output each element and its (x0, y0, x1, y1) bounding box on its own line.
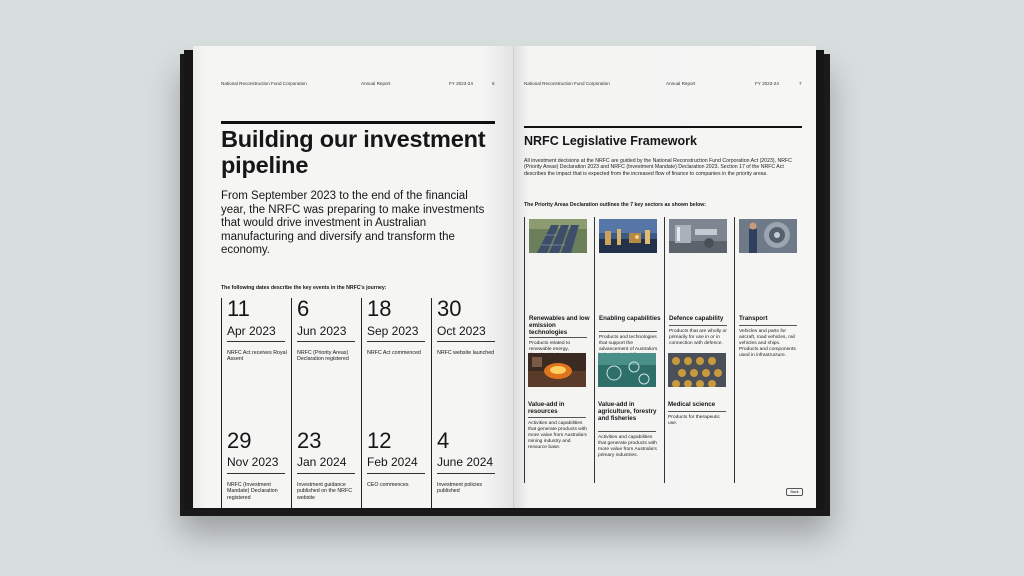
event-day: 29 (227, 428, 252, 453)
timeline-column-2 (291, 298, 362, 508)
sector-title: Value-add in resources (528, 401, 565, 415)
divider (529, 337, 587, 338)
engine-technician-image (739, 219, 797, 253)
divider (297, 341, 355, 342)
divider (669, 325, 727, 326)
event-month: Jan 2024 (297, 455, 347, 469)
aquaculture-image (598, 353, 656, 387)
timeline-column-3 (361, 298, 432, 508)
divider (598, 431, 656, 432)
section-title: NRFC Legislative Framework (524, 134, 697, 148)
event-day: 12 (367, 428, 392, 453)
running-header-year: FY 2023-24 (449, 81, 473, 86)
divider (437, 341, 495, 342)
divider (297, 473, 355, 474)
solar-panels-image (529, 219, 587, 253)
event-day: 6 (297, 296, 310, 321)
sector-title: Value-add in agriculture, forestry and fisheries (598, 401, 657, 422)
left-page (193, 46, 514, 508)
event-description: NRFC (Priority Areas) Declaration registered (297, 350, 349, 363)
back-button[interactable]: Back (786, 488, 803, 496)
machinery-image (669, 219, 727, 253)
event-month: Feb 2024 (367, 455, 418, 469)
title-rule (221, 121, 495, 124)
sector-title: Enabling capabilities (599, 315, 661, 322)
event-description: CEO commences (367, 482, 409, 488)
event-month: June 2024 (437, 455, 494, 469)
page-number: 6 (492, 81, 495, 86)
running-header-year: FY 2023-24 (755, 81, 779, 86)
event-month: Oct 2023 (437, 324, 486, 338)
sector-title: Defence capability (669, 315, 724, 322)
divider (739, 325, 797, 326)
section-intro: All investment decisions at the NRFC are guided by the National Reconstruction Fund Corporation Act (2023), NRFC (Priority Areas) Declaration 2023 and NRFC (Investment Mandate) Declaration 2023. Section 17 of the NRFC Act describes the impact that is expected from the increased flow of finance to companies in the priority areas. (524, 158, 792, 177)
divider (367, 341, 425, 342)
divider (437, 473, 495, 474)
divider (668, 411, 726, 412)
right-page (514, 46, 816, 508)
event-month: Sep 2023 (367, 324, 419, 338)
sector-description: Vehicles and parts for aircraft, road vehicles, rail vehicles and ships. Products and components used in infrastructure. (739, 329, 796, 358)
running-header-org: National Reconstruction Fund Corporation (221, 81, 307, 86)
event-day: 18 (367, 296, 392, 321)
event-month: Nov 2023 (227, 455, 279, 469)
sector-title: Renewables and low emission technologies (529, 315, 590, 336)
industrial-plant-image (599, 219, 657, 253)
event-description: NRFC (Investment Mandate) Declaration registered (227, 482, 278, 501)
event-day: 23 (297, 428, 322, 453)
sector-description: Products and technologies that support the advancement of Australia's (599, 335, 658, 352)
event-description: Investment policies published (437, 482, 483, 495)
event-month: Apr 2023 (227, 324, 276, 338)
event-description: NRFC website launched (437, 350, 495, 356)
lead-paragraph: From September 2023 to the end of the financial year, the NRFC was preparing to make investments that would drive investment in Australian manufacturing and diversify and transform the economy. (221, 190, 485, 257)
running-header-report: Annual Report (666, 81, 696, 86)
sector-title: Medical science (668, 401, 716, 408)
sector-description: Products for therapeutic use. (668, 415, 720, 426)
sector-card-transport (734, 217, 805, 483)
page-title: Building our investment pipeline (221, 126, 486, 178)
event-description: NRFC Act receives Royal Assent (227, 350, 287, 363)
event-day: 30 (437, 296, 462, 321)
divider (528, 417, 586, 418)
event-description: NRFC Act commenced (367, 350, 421, 356)
timeline-intro: The following dates describe the key events in the NRFC's journey: (221, 285, 387, 291)
event-day: 4 (437, 428, 450, 453)
title-rule (524, 126, 802, 128)
divider (227, 473, 285, 474)
pharmaceutical-image (668, 353, 726, 387)
event-day: 11 (227, 296, 250, 321)
divider (599, 331, 657, 332)
running-header-org: National Reconstruction Fund Corporation (524, 81, 610, 86)
sectors-intro: The Priority Areas Declaration outlines the 7 key sectors as shown below: (524, 202, 707, 208)
divider (227, 341, 285, 342)
page-number: 7 (799, 81, 802, 86)
sector-title: Transport (739, 315, 768, 322)
sector-description: Activities and capabilities that generate products with more value from Australia's primary industries. (598, 435, 657, 458)
divider (367, 473, 425, 474)
sector-description: Activities and capabilities that generate products with more value from Australia's mining industry and resource base. (528, 421, 587, 450)
sector-card-defence (664, 217, 735, 483)
timeline-column-4 (431, 298, 502, 508)
running-header-report: Annual Report (361, 81, 391, 86)
sector-description: Products related to renewable energy, (529, 341, 571, 352)
event-description: Investment guidance published on the NRFC website (297, 482, 353, 501)
timeline-column-1 (221, 298, 292, 508)
event-month: Jun 2023 (297, 324, 347, 338)
sector-description: Products that are wholly or primarily for use in or in connection with defence. (669, 329, 727, 346)
molten-metal-image (528, 353, 586, 387)
